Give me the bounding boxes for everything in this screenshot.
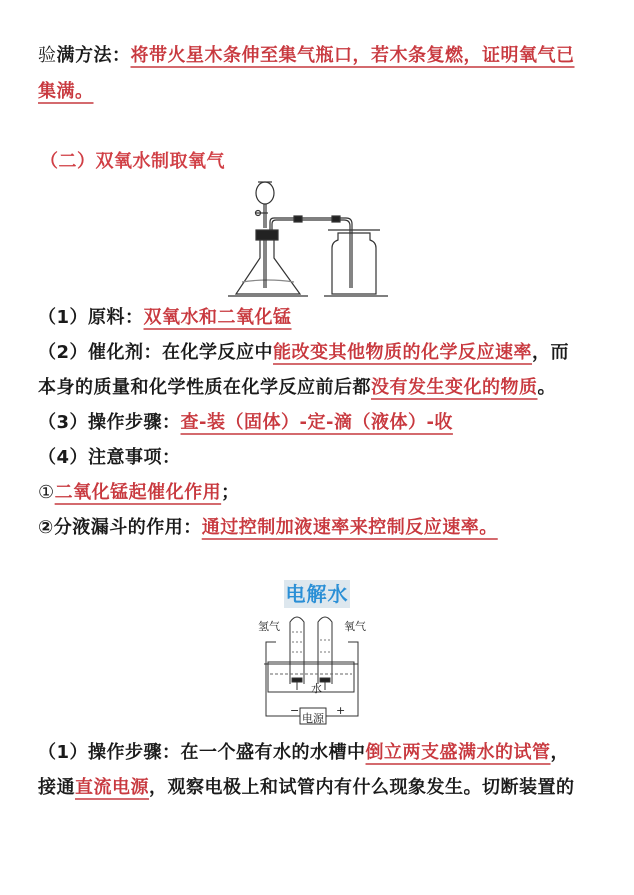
item-prefix: （1）操作步骤：在一个盛有水的水槽中 <box>38 742 366 763</box>
section-heading-h2o2: （二）双氧水制取氧气 <box>40 151 225 172</box>
item-prefix: ① <box>38 482 55 503</box>
item-prefix: （2）催化剂：在化学反应中 <box>38 342 274 363</box>
item-answer: 二氧化锰起催化作用 <box>54 482 222 503</box>
item-answer: 没有发生变化的物质 <box>371 377 538 398</box>
verify-method-line1 <box>38 44 575 68</box>
item-suffix: ，而 <box>532 342 570 363</box>
power-label: 电源 <box>302 712 324 725</box>
item-answer: 倒立两支盛满水的试管 <box>365 742 551 763</box>
oxygen-label: 氧气 <box>344 620 366 633</box>
item-answer: 双氧水和二氧化锰 <box>143 307 292 328</box>
verify-answer-line2: 集满。 <box>38 81 94 102</box>
electrolysis-item-1-cont <box>38 776 575 800</box>
verify-label: 满方法 <box>56 45 112 66</box>
item-prefix: （4）注意事项： <box>38 447 181 468</box>
h2o2-item-2 <box>38 341 569 365</box>
water-label: 水 <box>311 682 322 695</box>
hydrogen-label: 氢气 <box>258 620 280 633</box>
item-prefix: （3）操作步骤： <box>38 412 181 433</box>
item-answer: 查-装（固体）-定-滴（液体）-收 <box>180 412 453 433</box>
h2o2-item-2-cont <box>38 376 556 400</box>
electrolysis-item-1 <box>38 741 569 765</box>
h2o2-note-1 <box>38 481 240 505</box>
item-prefix: 接通 <box>38 777 75 798</box>
item-prefix: 本身的质量和化学性质在化学反应前后都 <box>38 377 371 398</box>
minus-label: − <box>290 704 300 717</box>
h2o2-note-2 <box>38 516 498 540</box>
verify-colon: ： <box>112 45 131 66</box>
item-answer: 直流电源 <box>75 777 149 798</box>
item-answer: 能改变其他物质的化学反应速率 <box>273 342 533 363</box>
verify-answer-line1: 将带火星木条伸至集气瓶口，若木条复燃，证明氧气已 <box>130 45 575 66</box>
item-suffix: ； <box>221 482 240 503</box>
item-suffix: 。 <box>537 377 556 398</box>
item-prefix: （1）原料： <box>38 307 144 328</box>
electrolysis-title: 电解水 <box>285 582 349 606</box>
item-prefix: ②分液漏斗的作用： <box>38 517 202 538</box>
plus-label: + <box>336 704 346 717</box>
item-suffix: ，观察电极上和试管内有什么现象发生。切断装置的 <box>149 777 575 798</box>
apparatus-diagram <box>228 178 398 300</box>
h2o2-item-4 <box>38 446 181 470</box>
item-answer: 通过控制加液速率来控制反应速率。 <box>201 517 498 538</box>
h2o2-item-1 <box>38 306 292 330</box>
verify-method-line2 <box>38 80 94 104</box>
item-suffix: ， <box>550 742 570 763</box>
h2o2-item-3 <box>38 411 453 435</box>
verify-label-prefix: 验 <box>38 45 57 66</box>
